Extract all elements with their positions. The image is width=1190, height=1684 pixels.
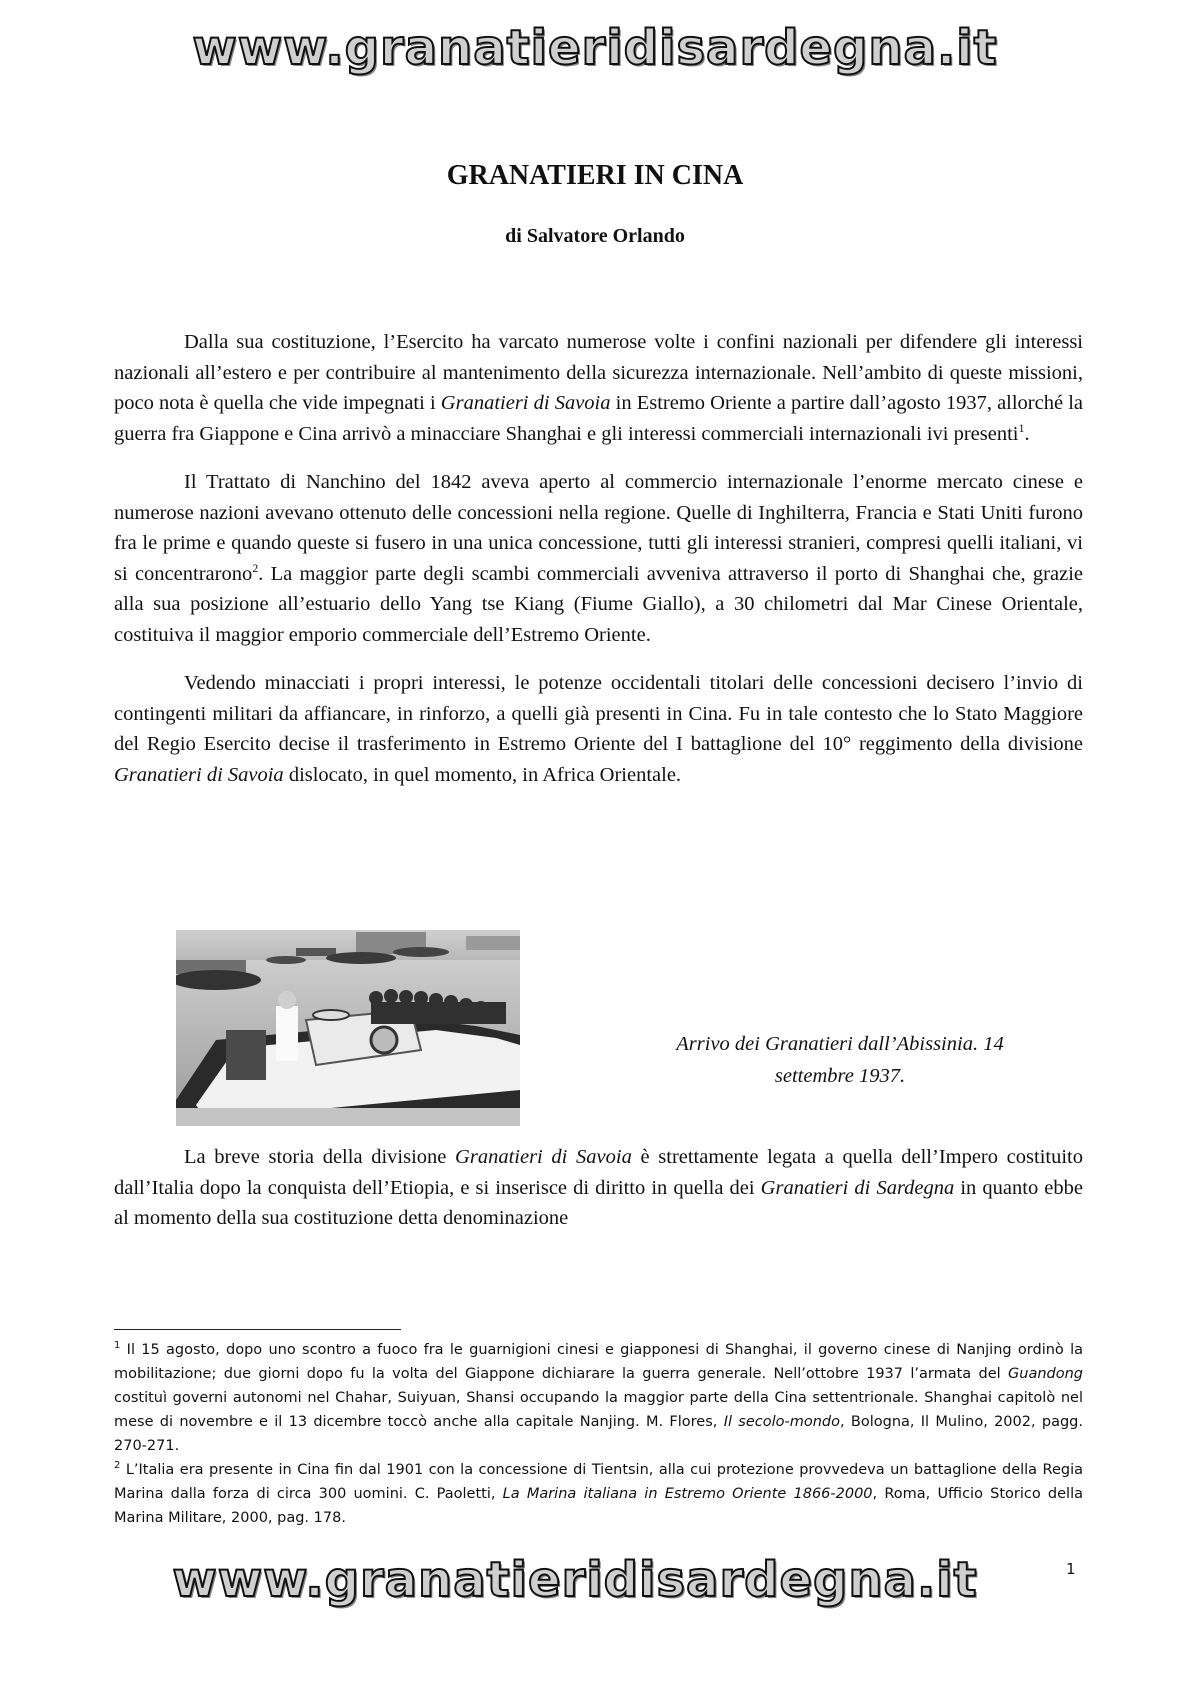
footnote-separator [114, 1329, 401, 1330]
footnote-ref-1: 1 [1018, 420, 1025, 435]
document-author: di Salvatore Orlando [505, 225, 685, 247]
page-number: 1 [1066, 1560, 1076, 1578]
caption-line-2: settembre 1937. [774, 1065, 906, 1087]
paragraph-1: Dalla sua costituzione, l’Esercito ha varcato numerose volte i confini nazionali per difendere gli interessi nazionali all’estero e per contribuire al mantenimento della sicurezza internazionale. Nell’ambito di queste missioni, poco nota è quella che vide impegnati i Granatieri di Savoia in Estremo Oriente a partire dall’agosto 1937, allorché la guerra fra Giappone e Cina arrivò a minacciare Shanghai e gli interessi commerciali internazionali ivi presenti$^1$. [114, 331, 1084, 445]
paragraph-2: Il Trattato di Nanchino del 1842 aveva aperto al commercio internazionale l’enorme mercato cinese e numerose nazioni avevano ottenuto delle concessioni nella regione. Quelle di Inghilterra, Francia e Stati Uniti furono fra le prime e quando queste si fusero in una unica concessione, tutti gli interessi stranieri, compresi quelli italiani, vi si concentrarono$^2$. La maggior parte degli scambi commerciali avveniva attraverso il porto di Shanghai che, grazie alla sua posizione all’estuario dello Yang tse Kiang (Fiume Giallo), a 30 chilometri dal Mar Cinese Orientale, costituiva il maggior emporio commerciale dell’Estremo Oriente. [114, 471, 1083, 646]
paragraph-4: La breve storia della divisione Granatieri di Savoia è strettamente legata a quella dell’Impero costituito dall’Italia dopo la conquista dell’Etiopia, e si inserisce di diritto in quella dei Granatieri di Sardegna in quanto ebbe al momento della sua costituzione detta denominazione [114, 1146, 1083, 1229]
document-title: GRANATIERI IN CINA [446, 160, 744, 191]
historical-photo-boat [176, 930, 520, 1126]
footnotes [114, 1338, 1083, 1530]
website-banner-top: www.granatieridisardegna.it [192, 20, 998, 76]
footnote-2: $^2$ L’Italia era presente in Cina fin dal 1901 con la concessione di Tientsin, alla cui protezione provvedeva un battaglione della Regia Marina dalla forza di circa 300 uomini. C. Paoletti, La Marina italiana in Estremo Oriente 1866-2000, Roma, Ufficio Storico della Marina Militare, 2000, pag. 178. [114, 1460, 1083, 1526]
footnote-ref-2: 2 [252, 560, 259, 575]
footnote-1: $^1$ Il 15 agosto, dopo uno scontro a fuoco fra le guarnigioni cinesi e giapponesi di Shanghai, il governo cinese di Nanjing ordinò la mobilitazione; due giorni dopo fu la volta del Giappone dichiarare la guerra generale. Nell’ottobre 1937 l’armata del Guandong costituì governi autonomi nel Chahar, Suiyuan, Shansi occupando la maggior parte della Cina settentrionale. Shanghai capitolò nel mese di novembre e il 13 dicembre toccò anche alla capitale Nanjing. M. Flores, Il secolo-mondo, Bologna, Il Mulino, 2002, pagg. 270-271. [114, 1340, 1083, 1454]
website-banner-bottom: www.granatieridisardegna.it [172, 1552, 978, 1608]
body-text-lower [114, 1142, 1083, 1252]
paragraph-3: Vedendo minacciati i propri interessi, le potenze occidentali titolari delle concessioni decisero l’invio di contingenti militari da affiancare, in rinforzo, a quelli già presenti in Cina. Fu in tale contesto che lo Stato Maggiore del Regio Esercito decise il trasferimento in Estremo Oriente del I battaglione del 10° reggimento della divisione Granatieri di Savoia dislocato, in quel momento, in Africa Orientale. [114, 672, 1083, 786]
caption-line-1: Arrivo dei Granatieri dall’Abissinia. 14 [676, 1033, 1004, 1055]
body-text-upper [114, 327, 1083, 808]
photo-caption [620, 1028, 1060, 1092]
photo-illustration [176, 930, 520, 1126]
